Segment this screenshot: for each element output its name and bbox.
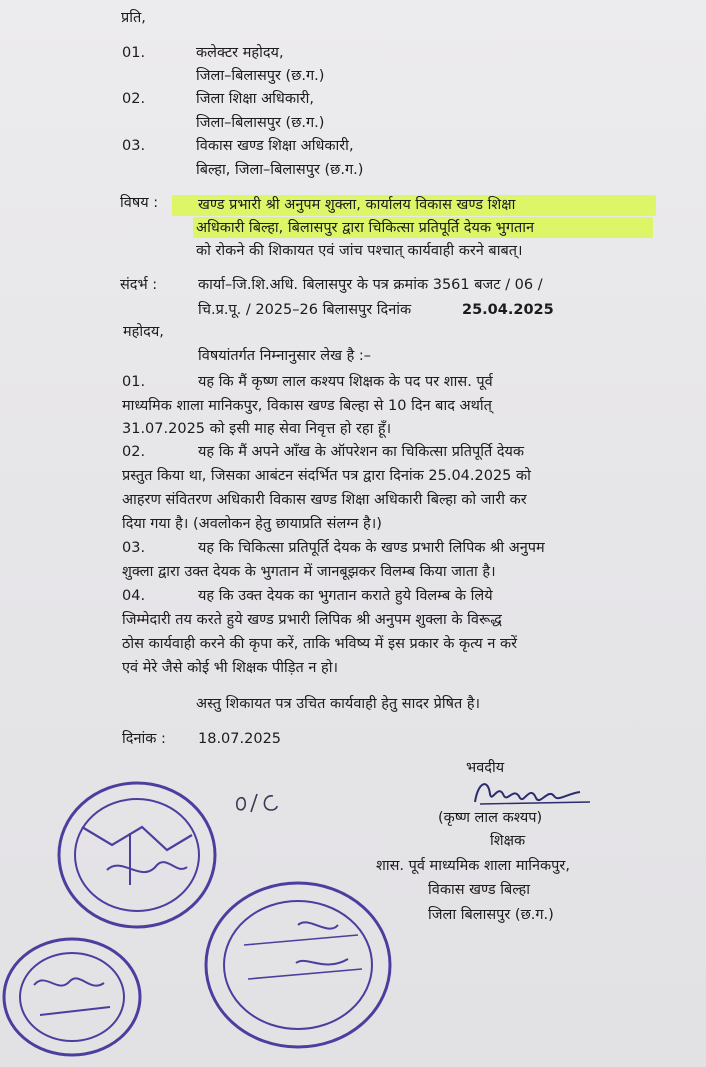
para-4-line-3: ठोस कार्यवाही करने की कृपा करें, ताकि भविष्य में इस प्रकार के कृत्य न करें [122, 636, 518, 652]
signatory-district: जिला बिलासपुर (छ.ग.) [428, 907, 554, 923]
para-4-line-1: यह कि उक्त देयक का भुगतान कराते हुये विलम्ब के लिये [198, 588, 493, 604]
recipient-1-number: 01. [122, 45, 146, 61]
recipient-2-number: 02. [122, 91, 146, 107]
handwritten-oc-mark [233, 788, 283, 816]
closing-line: अस्तु शिकायत पत्र उचित कार्यवाही हेतु सादर प्रेषित है। [196, 696, 481, 712]
para-1-line-2: माध्यमिक शाला मानिकपुर, विकास खण्ड बिल्हा से 10 दिन बाद अर्थात् [122, 398, 492, 414]
para-1-number: 01. [122, 374, 146, 390]
recipient-2-line-2: जिला–बिलासपुर (छ.ग.) [196, 115, 325, 131]
signatory-block: विकास खण्ड बिल्हा [428, 882, 530, 898]
reference-label: संदर्भ : [120, 277, 158, 293]
salutation: महोदय, [123, 324, 164, 340]
reference-line-2: चि.प्र.पू. / 2025–26 बिलासपुर दिनांक [198, 302, 412, 318]
para-1-line-1: यह कि मैं कृष्ण लाल कश्यप शिक्षक के पद पर शास. पूर्व [198, 374, 493, 390]
office-receipt-stamp [198, 875, 398, 1055]
recipient-3-line-1: विकास खण्ड शिक्षा अधिकारी, [196, 138, 354, 154]
signatory-name: (कृष्ण लाल कश्यप) [438, 810, 543, 826]
recipient-1-line-2: जिला–बिलासपुर (छ.ग.) [196, 68, 325, 84]
para-1-line-3: 31.07.2025 को इसी माह सेवा निवृत्त हो रहा हूँ। [122, 421, 392, 437]
recipient-2-line-1: जिला शिक्षा अधिकारी, [196, 91, 315, 107]
intro-line: विषयांतर्गत निम्नानुसार लेख है :– [198, 348, 372, 364]
sign-off: भवदीय [466, 760, 505, 776]
para-4-number: 04. [122, 588, 146, 604]
recipient-1-line-1: कलेक्टर महोदय, [196, 45, 284, 61]
para-2-line-1: यह कि मैं अपने आँख के ऑपरेशन का चिकित्सा प्रतिपूर्ति देयक [198, 444, 525, 460]
para-4-line-2: जिम्मेदारी तय करते हुये खण्ड प्रभारी लिपिक श्री अनुपम शुक्ला के विरूद्ध [122, 612, 502, 628]
date-value: 18.07.2025 [198, 731, 282, 747]
para-2-number: 02. [122, 444, 146, 460]
handwritten-signature [470, 772, 600, 812]
date-label: दिनांक : [122, 731, 166, 747]
para-4-line-4: एवं मेरे जैसे कोई भी शिक्षक पीड़ित न हो। [122, 660, 338, 676]
subject-line-3: को रोकने की शिकायत एवं जांच पश्चात् कार्यवाही करने बाबत्। [196, 243, 523, 259]
reference-line-1: कार्या–जि.शि.अधि. बिलासपुर के पत्र क्रमांक 3561 बजट / 06 / [198, 277, 543, 293]
block-education-office-stamp [0, 935, 150, 1060]
para-3-line-1: यह कि चिकित्सा प्रतिपूर्ति देयक के खण्ड प्रभारी लिपिक श्री अनुपम [198, 540, 545, 556]
signatory-designation: शिक्षक [490, 833, 526, 849]
subject-label: विषय : [120, 195, 159, 211]
reference-date: 25.04.2025 [462, 302, 554, 318]
recipient-3-line-2: बिल्हा, जिला–बिलासपुर (छ.ग.) [196, 162, 364, 178]
para-3-line-2: शुक्ला द्वारा उक्त देयक के भुगतान में जानबूझकर विलम्ब किया जाता है। [122, 564, 496, 580]
para-2-line-2: प्रस्तुत किया था, जिसका आबंटन संदर्भित पत्र द्वारा दिनांक 25.04.2025 को [122, 468, 531, 484]
subject-line-1: खण्ड प्रभारी श्री अनुपम शुक्ला, कार्यालय विकास खण्ड शिक्षा [198, 197, 516, 213]
para-2-line-3: आहरण संवितरण अधिकारी विकास खण्ड शिक्षा अधिकारी बिल्हा को जारी कर [122, 492, 527, 508]
district-education-office-stamp [52, 775, 222, 935]
para-3-number: 03. [122, 540, 146, 556]
recipient-heading: प्रति, [121, 10, 146, 26]
para-2-line-4: दिया गया है। (अवलोकन हेतु छायाप्रति संलग्न है।) [122, 516, 382, 532]
signatory-school: शास. पूर्व माध्यमिक शाला मानिकपुर, [376, 858, 570, 874]
recipient-3-number: 03. [122, 138, 146, 154]
subject-line-2: अधिकारी बिल्हा, बिलासपुर द्वारा चिकित्सा प्रतिपूर्ति देयक भुगतान [196, 220, 535, 236]
